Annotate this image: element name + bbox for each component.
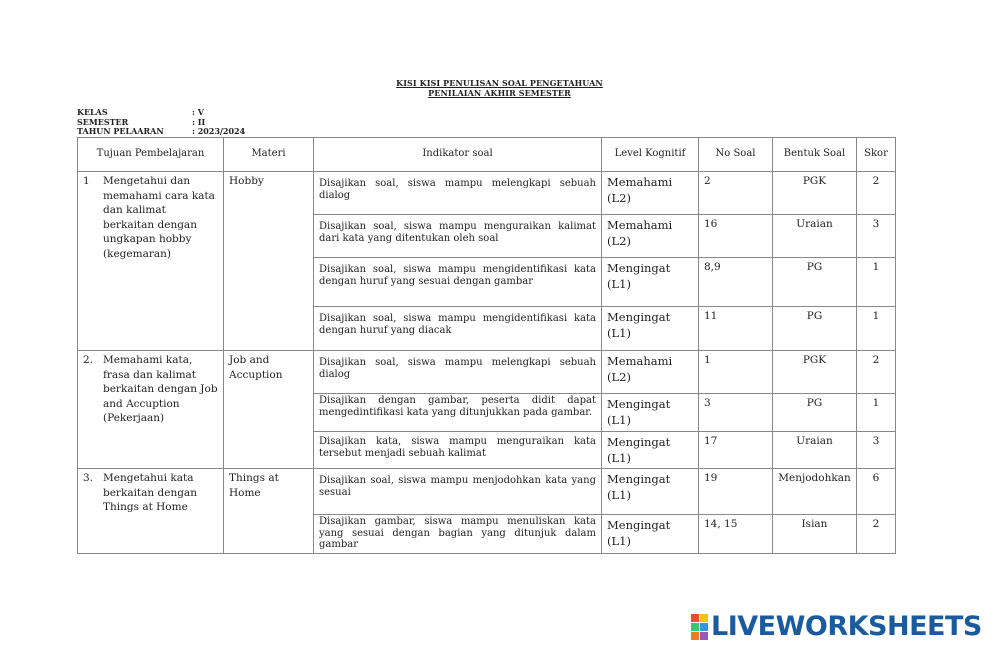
document-title: KISI KISI PENULISAN SOAL PENGETAHUAN <box>396 78 603 88</box>
indikator-cell: Disajikan soal, siswa mampu menjodohkan kata yang sesuai <box>314 469 602 515</box>
indikator-cell: Disajikan dengan gambar, peserta didit dapat mengedintifikasi kata yang ditunjukkan pada gambar. <box>314 394 602 432</box>
logo-blocks-icon <box>691 614 708 640</box>
bentuk-cell: Isian <box>773 515 857 554</box>
bentuk-cell: Menjodohkan <box>773 469 857 515</box>
logo-block-icon <box>700 623 708 631</box>
level-cell: Memahami (L2) <box>602 172 699 215</box>
tujuan-cell <box>78 351 224 469</box>
no-soal-cell: 2 <box>699 172 773 215</box>
level-cell: Mengingat (L1) <box>602 394 699 432</box>
logo-block-icon <box>691 623 699 631</box>
header-indikator: Indikator soal <box>314 138 602 172</box>
table-header-row <box>78 138 896 172</box>
skor-cell: 3 <box>857 432 896 469</box>
meta-key: KELAS <box>77 107 108 117</box>
meta-value: : 2023/2024 <box>192 126 246 136</box>
header-skor: Skor <box>857 138 896 172</box>
skor-cell: 1 <box>857 307 896 351</box>
no-soal-cell: 17 <box>699 432 773 469</box>
no-soal-cell: 14, 15 <box>699 515 773 554</box>
header-tujuan: Tujuan Pembelajaran <box>78 138 224 172</box>
indikator-cell: Disajikan soal, siswa mampu mengidentifikasi kata dengan huruf yang diacak <box>314 307 602 351</box>
meta-value: : II <box>192 116 206 127</box>
table-row <box>78 172 896 215</box>
skor-cell: 2 <box>857 351 896 394</box>
bentuk-cell: PG <box>773 307 857 351</box>
bentuk-cell: Uraian <box>773 432 857 469</box>
level-cell: Memahami (L2) <box>602 215 699 258</box>
bentuk-cell: PGK <box>773 351 857 394</box>
no-soal-cell: 16 <box>699 215 773 258</box>
materi-cell: Job and Accuption <box>224 351 314 469</box>
no-soal-cell: 1 <box>699 351 773 394</box>
no-soal-cell: 8,9 <box>699 258 773 307</box>
header-no-soal: No Soal <box>699 138 773 172</box>
header-bentuk: Bentuk Soal <box>773 138 857 172</box>
document-subtitle: PENILAIAN AKHIR SEMESTER <box>428 88 571 98</box>
skor-cell: 2 <box>857 515 896 554</box>
level-cell: Mengingat (L1) <box>602 469 699 515</box>
no-soal-cell: 11 <box>699 307 773 351</box>
tujuan-text: Mengetahui dan memahami cara kata dan kalimat berkaitan dengan ungkapan hobby (kegemaran) <box>103 175 215 260</box>
tujuan-cell <box>78 469 224 554</box>
header-materi: Materi <box>224 138 314 172</box>
bentuk-cell: Uraian <box>773 215 857 258</box>
level-cell: Mengingat (L1) <box>602 258 699 307</box>
logo-text: LIVEWORKSHEETS <box>711 611 982 642</box>
materi-cell: Things at Home <box>224 469 314 554</box>
logo-block-icon <box>700 614 708 622</box>
header-level: Level Kognitif <box>602 138 699 172</box>
no-soal-cell: 19 <box>699 469 773 515</box>
meta-key: SEMESTER <box>77 116 129 127</box>
level-cell: Mengingat (L1) <box>602 432 699 469</box>
indikator-cell: Disajikan gambar, siswa mampu menuliskan kata yang sesuai dengan bagian yang ditunjuk dalam gambar <box>314 515 602 554</box>
kisi-kisi-table <box>77 137 896 554</box>
level-cell: Mengingat (L1) <box>602 307 699 351</box>
no-soal-cell: 3 <box>699 394 773 432</box>
indikator-cell: Disajikan soal, siswa mampu menguraikan kalimat dari kata yang ditentukan oleh soal <box>314 215 602 258</box>
skor-cell: 1 <box>857 258 896 307</box>
group-number: 2. <box>83 354 94 366</box>
bentuk-cell: PG <box>773 258 857 307</box>
indikator-cell: Disajikan soal, siswa mampu mengidentifikasi kata dengan huruf yang sesuai dengan gambar <box>314 258 602 307</box>
skor-cell: 3 <box>857 215 896 258</box>
indikator-cell: Disajikan soal, siswa mampu melengkapi sebuah dialog <box>314 172 602 215</box>
logo-block-icon <box>700 632 708 640</box>
tujuan-text: Mengetahui kata berkaitan dengan Things at Home <box>103 472 197 513</box>
indikator-cell: Disajikan kata, siswa mampu menguraikan kata tersebut menjadi sebuah kalimat <box>314 432 602 469</box>
level-cell: Mengingat (L1) <box>602 515 699 554</box>
liveworksheets-logo <box>691 611 982 642</box>
bentuk-cell: PG <box>773 394 857 432</box>
skor-cell: 1 <box>857 394 896 432</box>
indikator-cell: Disajikan soal, siswa mampu melengkapi sebuah dialog <box>314 351 602 394</box>
table-row <box>78 351 896 394</box>
tujuan-cell <box>78 172 224 351</box>
skor-cell: 6 <box>857 469 896 515</box>
bentuk-cell: PGK <box>773 172 857 215</box>
group-number: 3. <box>83 472 94 484</box>
skor-cell: 2 <box>857 172 896 215</box>
meta-value: : V <box>192 107 204 117</box>
logo-block-icon <box>691 632 699 640</box>
logo-block-icon <box>691 614 699 622</box>
materi-cell: Hobby <box>224 172 314 351</box>
group-number: 1 <box>83 175 90 187</box>
table-row <box>78 469 896 515</box>
meta-row-tahun <box>77 127 245 137</box>
tujuan-text: Memahami kata, frasa dan kalimat berkaitan dengan Job and Accuption (Pekerjaan) <box>103 354 218 424</box>
meta-key: TAHUN PELAARAN <box>77 126 164 136</box>
meta-info <box>77 108 245 137</box>
level-cell: Memahami (L2) <box>602 351 699 394</box>
